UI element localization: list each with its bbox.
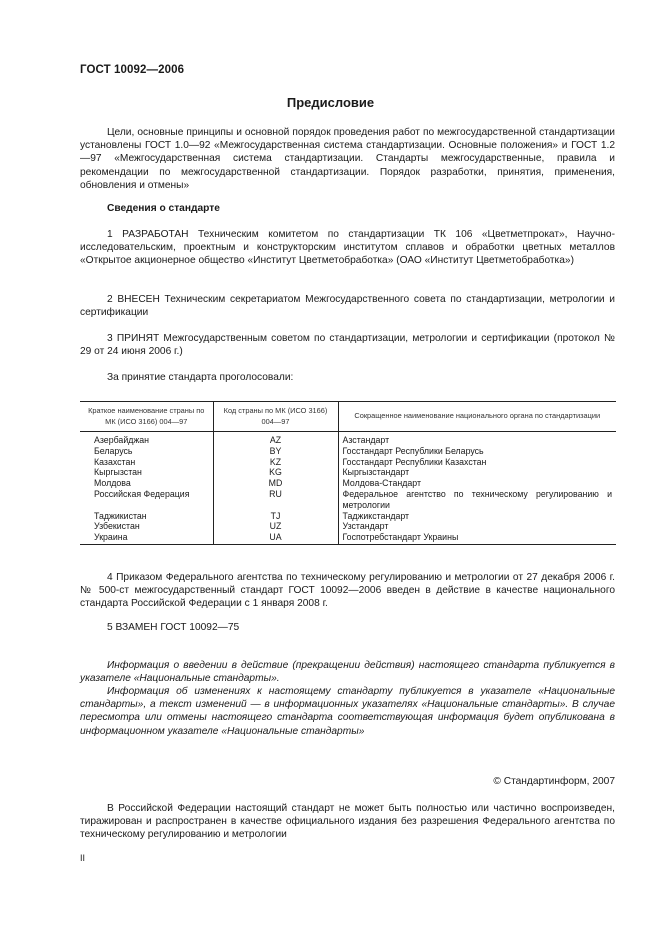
item-1-paragraph: 1 РАЗРАБОТАН Техническим комитетом по стандартизации ТК 106 «Цветметпрокат», Научно-исследовательским, проектным и конструкторским институтом сплавов и обработки цветных металлов «Открытое акционерное общество «Институт Цветметобработка» (ОАО «Институт Цветметобработка»)	[80, 229, 615, 267]
code-cell: TJ	[213, 511, 338, 522]
table-row	[80, 467, 616, 478]
country-cell: Казахстан	[94, 456, 136, 467]
table-row	[80, 457, 616, 468]
table-row	[80, 432, 616, 446]
code-cell: RU	[213, 489, 338, 511]
country-cell: Украина	[80, 532, 213, 544]
org-cell: Госпотребстандарт Украины	[338, 532, 616, 544]
country-cell: Азербайджан	[94, 435, 149, 445]
page-title: Предисловие	[286, 95, 375, 110]
code-cell: AZ	[213, 432, 338, 446]
intro-paragraph: Цели, основные принципы и основной порядок проведения работ по межгосударственной стандартизации установлены ГОСТ 1.0—92 «Межгосударственная система стандартизации. Основные положения» и ГОСТ 1.2—97 «Межгосударственная система стандартизации. Стандарты межгосударственные, правила и рекомендации по межгосударственной стандартизации. Порядок разработки, принятия, применения, обновления и отмены»	[80, 127, 615, 191]
info-notice-1: Информация о введении в действие (прекращении действия) настоящего стандарта публикуется в указателе «Национальные стандарты».	[80, 660, 615, 685]
country-cell: Беларусь	[94, 445, 133, 456]
org-cell: Узстандарт	[338, 521, 616, 532]
country-cell: Российская Федерация	[94, 488, 190, 499]
item-3-paragraph: 3 ПРИНЯТ Межгосударственным советом по стандартизации, метрологии и сертификации (протокол № 29 от 24 июня 2006 г.)	[80, 333, 615, 358]
table-row	[80, 478, 616, 489]
code-cell: KG	[213, 467, 338, 478]
country-cell: Таджикистан	[94, 510, 147, 521]
table-row	[80, 489, 616, 511]
org-cell: Госстандарт Республики Беларусь	[338, 446, 616, 457]
item-5-paragraph: 5 ВЗАМЕН ГОСТ 10092—75	[107, 622, 240, 633]
column-header-country: Краткое наименование страны по МК (ИСО 3166) 004—97	[80, 402, 213, 432]
states-table	[80, 401, 616, 545]
org-cell: Азстандарт	[338, 432, 616, 446]
table-row	[80, 532, 616, 544]
code-cell: KZ	[213, 457, 338, 468]
org-cell: Кыргызстандарт	[338, 467, 616, 478]
copyright-line: © Стандартинформ, 2007	[493, 776, 615, 787]
document-header: ГОСТ 10092—2006	[80, 64, 185, 76]
page-number: II	[80, 853, 86, 863]
code-cell: BY	[213, 446, 338, 457]
item-4-paragraph: 4 Приказом Федерального агентства по техническому регулированию и метрологии от 27 декабря 2006 г. № 500-ст межгосударственный стандарт ГОСТ 10092—2006 введен в действие в качестве национального стандарта Российской Федерации с 1 января 2008 г.	[80, 572, 615, 610]
org-cell: Молдова-Стандарт	[338, 478, 616, 489]
column-header-org: Сокращенное наименование национального органа по стандартизации	[338, 402, 616, 432]
org-cell: Таджикстандарт	[338, 511, 616, 522]
org-cell: Федеральное агентство по техническому регулированию и метрологии	[338, 489, 616, 511]
table-header-row	[80, 402, 616, 432]
code-cell: UA	[213, 532, 338, 544]
reproduction-notice: В Российской Федерации настоящий стандарт не может быть полностью или частично воспроизведен, тиражирован и распространен в качестве официального издания без разрешения Федерального агентства по техническому регулированию и метрологии	[80, 803, 615, 841]
section-heading: Сведения о стандарте	[107, 203, 220, 214]
column-header-code: Код страны по МК (ИСО 3166) 004—97	[213, 402, 338, 432]
org-cell: Госстандарт Республики Казахстан	[338, 457, 616, 468]
country-cell: Кыргызстан	[94, 467, 142, 478]
table-row	[80, 446, 616, 457]
info-notice-2: Информация об изменениях к настоящему стандарту публикуется в указателе «Национальные стандарты», а текст изменений — в информационных указателях «Национальные стандарты». В случае пересмотра или отмены настоящего стандарта соответствующая информация будет опубликована в информационном указателе «Национальные стандарты»	[80, 686, 615, 737]
voted-label: За принятие стандарта проголосовали:	[107, 372, 294, 383]
country-cell: Узбекистан	[94, 521, 140, 532]
table-row	[80, 511, 616, 522]
table-row	[80, 521, 616, 532]
code-cell: UZ	[213, 521, 338, 532]
item-2-paragraph: 2 ВНЕСЕН Техническим секретариатом Межгосударственного совета по стандартизации, метрологии и сертификации	[80, 294, 615, 319]
code-cell: MD	[213, 478, 338, 489]
country-cell: Молдова	[94, 478, 131, 489]
